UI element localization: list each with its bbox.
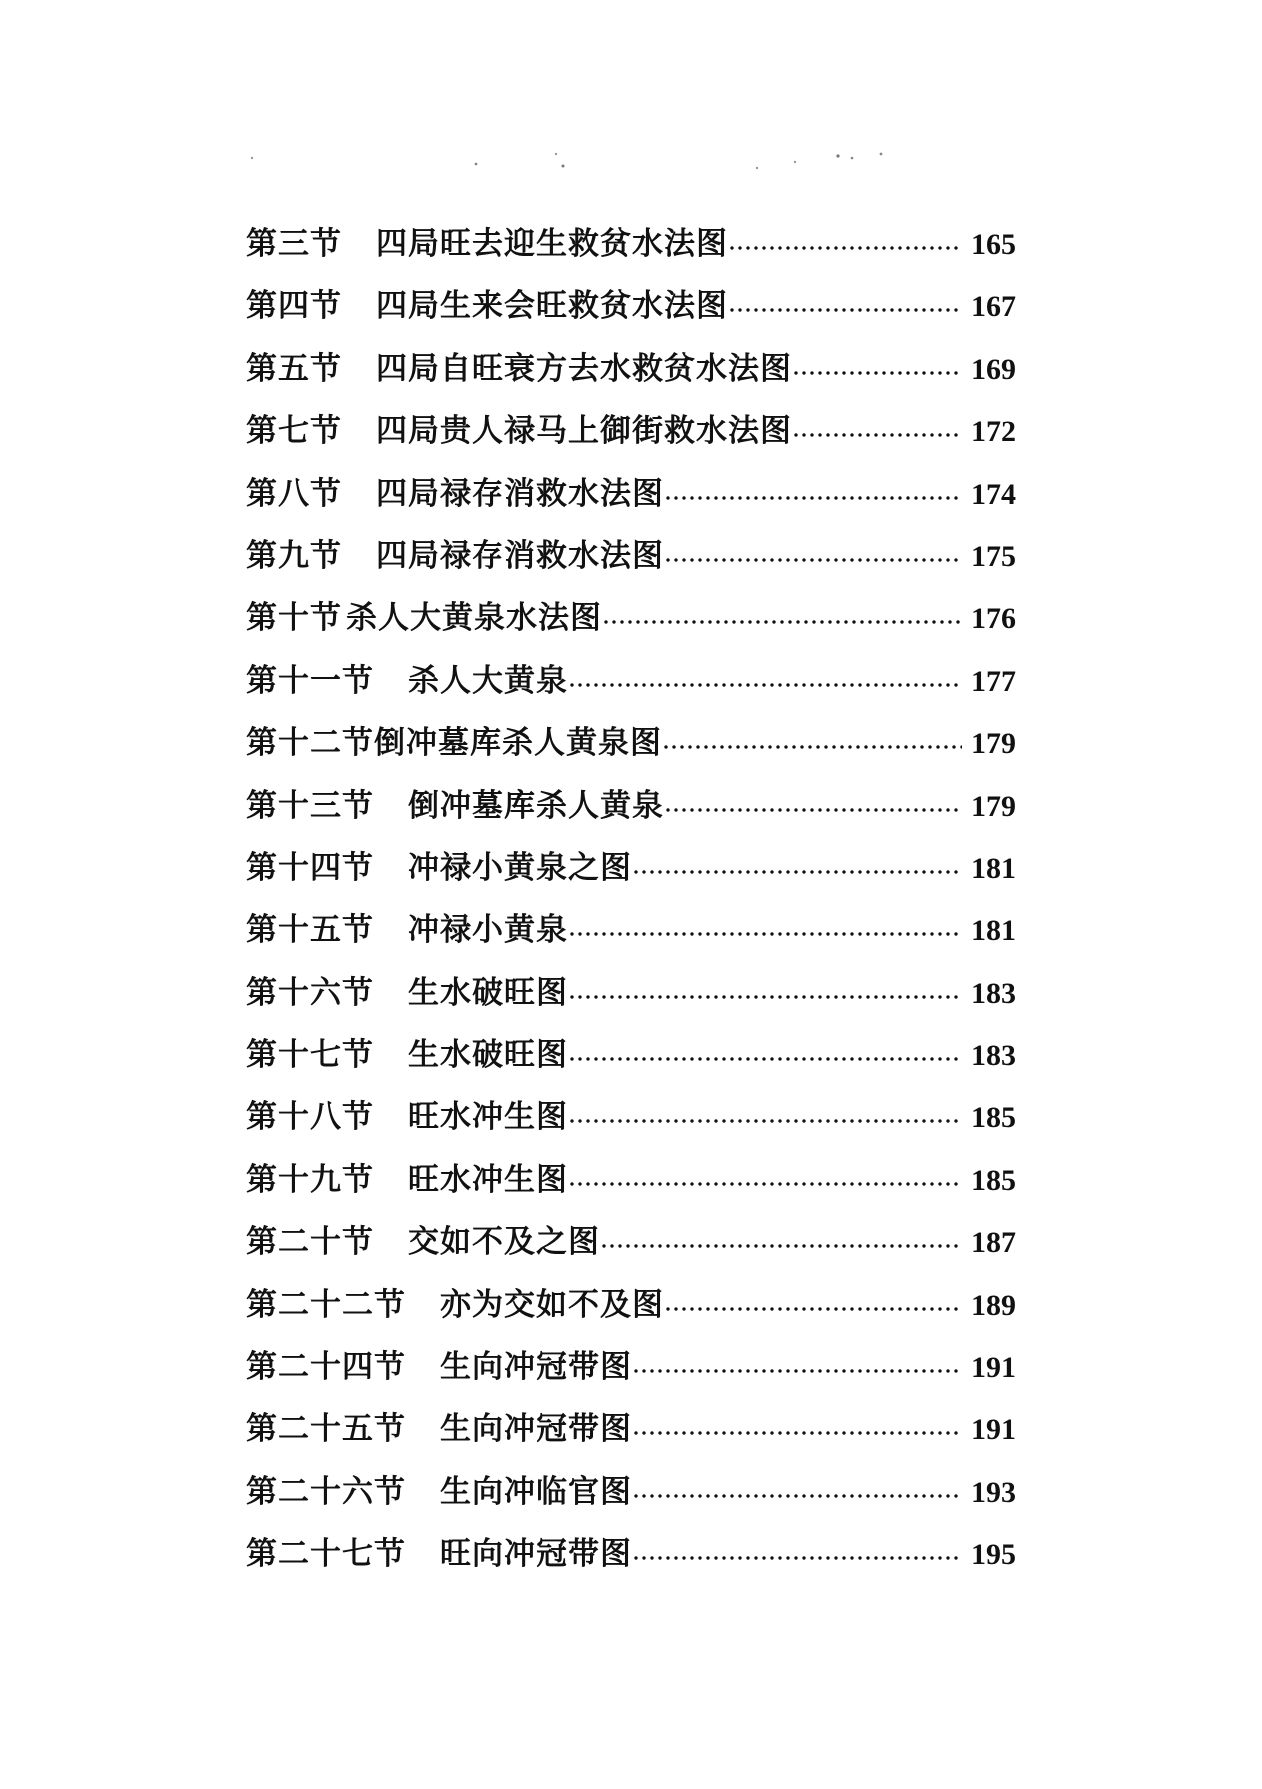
toc-dot-leader (632, 1346, 962, 1377)
toc-page-number: 165 (971, 228, 1016, 261)
toc-entry (246, 780, 1016, 842)
toc-dot-leader (792, 348, 962, 379)
toc-section-number: 第二十节 (246, 1224, 374, 1261)
toc-dot-leader (728, 223, 962, 254)
toc-dot-leader (632, 1471, 962, 1502)
toc-dot-leader (568, 1096, 962, 1127)
toc-dot-leader (792, 410, 962, 441)
toc-dot-leader (664, 473, 962, 504)
toc-entry (246, 1341, 1016, 1403)
toc-page-number: 185 (971, 1163, 1016, 1197)
toc-entry (246, 1528, 1016, 1590)
toc-section-title: 倒冲墓库杀人黄泉 (408, 787, 664, 824)
toc-entry (246, 655, 1016, 717)
toc-section-title: 杀人大黄泉 (408, 662, 568, 699)
toc-section-number: 第二十四节 (246, 1349, 406, 1386)
toc-dot-leader (664, 1284, 962, 1315)
toc-section-title: 杀人大黄泉水法图 (346, 600, 602, 637)
toc-dot-leader (568, 909, 962, 940)
toc-section-number: 第七节 (246, 413, 342, 450)
toc-page-number: 181 (971, 914, 1016, 948)
toc-section-number: 第十四节 (246, 849, 374, 886)
toc-page-number: 172 (971, 415, 1016, 449)
toc-entry (246, 1029, 1016, 1091)
toc-section-number: 第四节 (246, 288, 342, 325)
toc-page-number: 169 (971, 352, 1016, 386)
toc-entry (246, 967, 1016, 1029)
toc-page-number: 177 (971, 664, 1016, 698)
toc-section-number: 第十九节 (246, 1161, 374, 1198)
toc-section-title: 四局生来会旺救贫水法图 (376, 288, 728, 325)
toc-section-number: 第二十七节 (246, 1536, 406, 1573)
toc-page-number: 179 (971, 789, 1016, 823)
toc-dot-leader (600, 1221, 962, 1252)
toc-page-number: 189 (971, 1288, 1016, 1322)
toc-section-number: 第十一节 (246, 662, 374, 699)
toc-dot-leader (568, 1034, 962, 1065)
toc-dot-leader (568, 1159, 962, 1190)
toc-section-number: 第二十五节 (246, 1411, 406, 1448)
toc-section-number: 第十二节 (246, 725, 374, 762)
toc-section-number: 第九节 (246, 537, 342, 574)
toc-entry (246, 717, 1016, 779)
toc-section-title: 旺水冲生图 (408, 1161, 568, 1198)
toc-dot-leader (568, 972, 962, 1003)
toc-dot-leader (664, 785, 962, 816)
toc-entry (246, 1403, 1016, 1465)
toc-section-number: 第十七节 (246, 1037, 374, 1074)
toc-dot-leader (632, 847, 962, 878)
toc-page-number: 191 (971, 1351, 1016, 1385)
toc-page-number: 183 (971, 976, 1016, 1010)
toc-entry (246, 405, 1016, 467)
toc-page-number: 174 (971, 477, 1016, 511)
toc-section-number: 第二十二节 (246, 1286, 406, 1323)
toc-page-number: 195 (971, 1538, 1016, 1572)
toc-section-title: 生水破旺图 (408, 974, 568, 1011)
toc-page-number: 179 (971, 727, 1016, 761)
toc-entry (246, 280, 1016, 342)
toc-section-number: 第二十六节 (246, 1473, 406, 1510)
toc-entry (246, 530, 1016, 592)
toc-section-number: 第八节 (246, 475, 342, 512)
toc-dot-leader (664, 535, 962, 566)
toc-entry (246, 343, 1016, 405)
toc-dot-leader (602, 597, 962, 628)
toc-entry (246, 592, 1016, 654)
toc-dot-leader (632, 1533, 962, 1564)
toc-entry (246, 1154, 1016, 1216)
toc-page-number: 187 (971, 1226, 1016, 1260)
toc-page-number: 176 (971, 602, 1016, 636)
toc-entry (246, 468, 1016, 530)
toc-entry (246, 1216, 1016, 1278)
toc-entry (246, 842, 1016, 904)
toc-section-number: 第三节 (246, 226, 342, 262)
toc-entry (246, 1279, 1016, 1341)
toc-page-number: 185 (971, 1101, 1016, 1135)
toc-page-number: 167 (971, 290, 1016, 324)
toc-page-number: 181 (971, 851, 1016, 885)
toc-section-title: 冲禄小黄泉 (408, 912, 568, 949)
toc-section-title: 交如不及之图 (408, 1224, 600, 1261)
toc-section-number: 第十五节 (246, 912, 374, 949)
toc-section-title: 四局自旺衰方去水救贫水法图 (376, 350, 792, 387)
toc-page-number: 193 (971, 1475, 1016, 1509)
toc-section-title: 四局禄存消救水法图 (376, 537, 664, 574)
toc-page-number: 175 (971, 539, 1016, 573)
toc-dot-leader (662, 722, 962, 753)
toc-section-title: 生向冲冠带图 (440, 1349, 632, 1386)
toc-dot-leader (568, 660, 962, 691)
toc-section-title: 冲禄小黄泉之图 (408, 849, 632, 886)
toc-section-title: 生向冲临官图 (440, 1473, 632, 1510)
toc-dot-leader (728, 285, 962, 316)
toc-section-number: 第十六节 (246, 974, 374, 1011)
toc-section-number: 第十八节 (246, 1099, 374, 1136)
toc-page-number: 191 (971, 1413, 1016, 1447)
toc-section-title: 四局贵人禄马上御街救水法图 (376, 413, 792, 450)
toc-section-number: 第五节 (246, 350, 342, 387)
toc-section-title: 生水破旺图 (408, 1037, 568, 1074)
toc-page-number: 183 (971, 1039, 1016, 1073)
toc-section-title: 生向冲冠带图 (440, 1411, 632, 1448)
toc-section-title: 旺向冲冠带图 (440, 1536, 632, 1573)
toc-dot-leader (632, 1408, 962, 1439)
toc-section-title: 亦为交如不及图 (440, 1286, 664, 1323)
toc-section-title: 四局禄存消救水法图 (376, 475, 664, 512)
toc-section-number: 第十三节 (246, 787, 374, 824)
table-of-contents (246, 218, 1016, 1591)
toc-section-title: 四局旺去迎生救贫水法图 (376, 226, 728, 262)
toc-entry (246, 1091, 1016, 1153)
toc-section-title: 旺水冲生图 (408, 1099, 568, 1136)
toc-entry (246, 1466, 1016, 1528)
toc-section-title: 倒冲墓库杀人黄泉图 (374, 725, 662, 762)
toc-entry (246, 218, 1016, 280)
toc-entry (246, 904, 1016, 966)
toc-section-number: 第十节 (246, 600, 342, 637)
